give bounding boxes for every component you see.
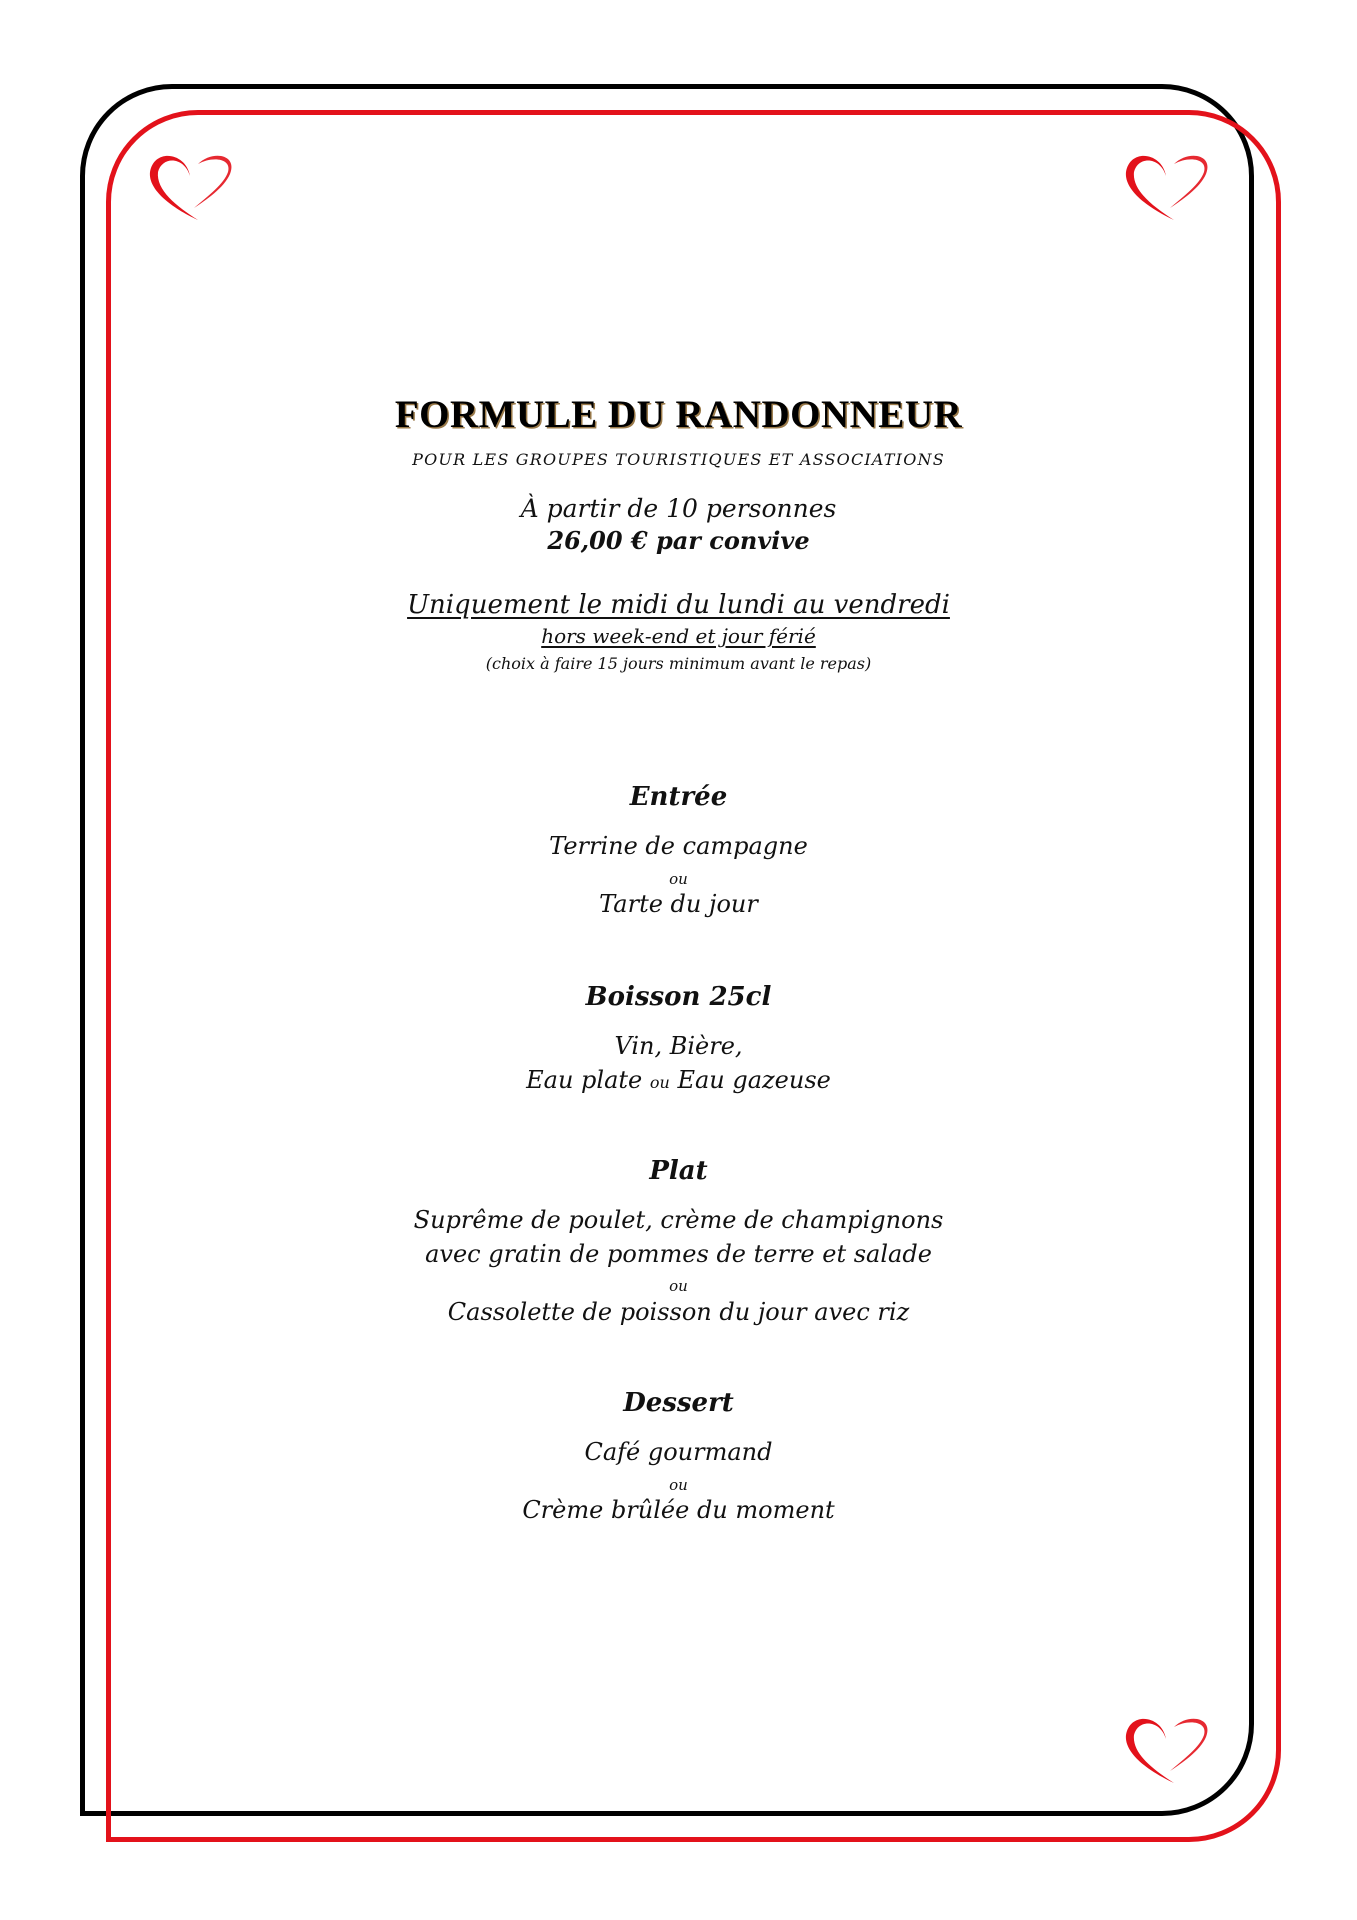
section-title-entree: Entrée xyxy=(629,782,728,812)
plat-option-1-line-1: Suprême de poulet, crème de champignons xyxy=(413,1206,944,1234)
plat-option-1-line-2: avec gratin de pommes de terre et salade xyxy=(425,1240,932,1268)
dessert-option-2: Crème brûlée du moment xyxy=(522,1496,835,1524)
boisson-sparkling-water: Eau gazeuse xyxy=(677,1066,831,1094)
boisson-separator: ou xyxy=(649,1073,670,1092)
entree-option-2: Tarte du jour xyxy=(599,890,758,918)
section-title-boisson: Boisson 25cl xyxy=(585,982,772,1012)
dessert-option-1: Café gourmand xyxy=(584,1438,773,1466)
menu-subtitle: POUR LES GROUPES TOURISTIQUES ET ASSOCIATIONS xyxy=(412,450,945,469)
section-title-plat: Plat xyxy=(649,1156,708,1186)
heart-icon xyxy=(1122,142,1216,222)
entree-separator: ou xyxy=(669,870,688,888)
heart-icon xyxy=(1122,1705,1216,1785)
plat-separator: ou xyxy=(669,1277,688,1295)
entree-option-1: Terrine de campagne xyxy=(549,832,808,860)
plat-option-2: Cassolette de poisson du jour avec riz xyxy=(447,1298,910,1326)
boisson-line-2 xyxy=(0,1066,1357,1094)
menu-title: FORMULE DU RANDONNEUR xyxy=(394,393,963,436)
red-page-frame xyxy=(106,110,1281,1842)
boisson-still-water: Eau plate xyxy=(526,1066,643,1094)
exclusion-text: hors week-end et jour férié xyxy=(541,624,816,648)
price-per-guest: 26,00 € par convive xyxy=(547,526,810,555)
heart-icon xyxy=(146,142,240,222)
availability-text: Uniquement le midi du lundi au vendredi xyxy=(407,590,950,620)
minimum-persons: À partir de 10 personnes xyxy=(520,494,837,523)
booking-note: (choix à faire 15 jours minimum avant le repas) xyxy=(485,654,872,673)
section-title-dessert: Dessert xyxy=(623,1388,734,1418)
dessert-separator: ou xyxy=(669,1476,688,1494)
boisson-line-1: Vin, Bière, xyxy=(614,1032,743,1060)
